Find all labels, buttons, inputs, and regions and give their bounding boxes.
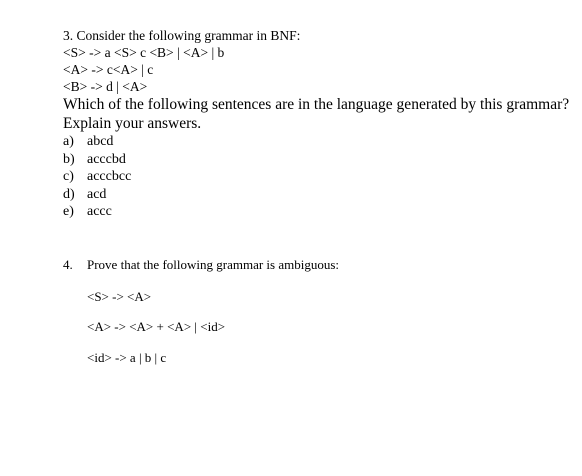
option-e — [63, 203, 573, 221]
grammar-rule-b: <B> -> d | <A> — [63, 79, 148, 94]
option-letter: e) — [63, 204, 74, 219]
question-4-title — [63, 257, 573, 273]
option-text: acd — [87, 186, 107, 202]
option-text: abcd — [87, 134, 114, 149]
question-3-prompt-line-1: Which of the following sentences are in the language generated by this grammar? — [63, 96, 570, 113]
option-text: acccbd — [87, 151, 126, 167]
question-4 — [63, 257, 573, 365]
question-4-number: 4. — [63, 257, 73, 272]
question-3 — [63, 27, 573, 221]
question-4-text: Prove that the following grammar is ambiguous: — [87, 257, 340, 272]
question-3-title: 3. Consider the following grammar in BNF: — [63, 28, 301, 43]
option-letter: a) — [63, 134, 74, 149]
grammar-rule-id: <id> -> a | b | c — [87, 350, 167, 365]
grammar-rule-a: <A> -> <A> + <A> | <id> — [87, 319, 226, 334]
grammar-rule-s: <S> -> <A> — [87, 289, 152, 304]
option-d — [63, 186, 573, 204]
option-letter: c) — [63, 169, 74, 184]
option-b — [63, 151, 573, 169]
option-c — [63, 168, 573, 186]
grammar-rule-a: <A> -> c<A> | c — [63, 62, 154, 77]
grammar-rule-s: <S> -> a <S> c <B> | <A> | b — [63, 45, 225, 60]
option-a — [63, 133, 573, 151]
option-letter: b) — [63, 151, 75, 167]
option-text: acccbcc — [87, 169, 132, 184]
option-text: accc — [87, 204, 112, 219]
question-3-prompt-line-2: Explain your answers. — [63, 115, 202, 132]
option-letter: d) — [63, 186, 75, 202]
